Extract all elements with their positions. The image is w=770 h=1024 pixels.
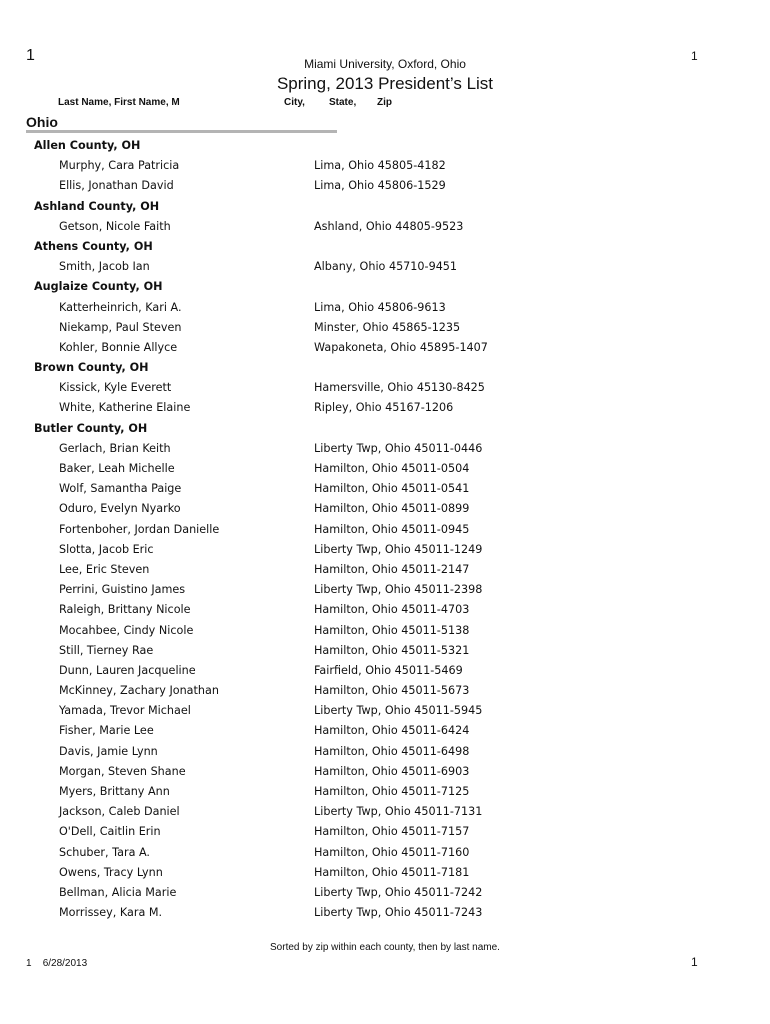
student-location: Hamilton, Ohio 45011-6424 — [314, 724, 470, 738]
student-row — [34, 176, 734, 196]
student-name: Jackson, Caleb Daniel — [59, 805, 180, 819]
student-location: Lima, Ohio 45806-1529 — [314, 179, 446, 193]
student-location: Liberty Twp, Ohio 45011-0446 — [314, 441, 483, 455]
student-name: Wolf, Samantha Paige — [59, 482, 182, 496]
column-header-state: State, — [329, 97, 357, 108]
student-row — [34, 641, 734, 661]
county-heading: Auglaize County, OH — [34, 280, 163, 294]
student-row — [34, 681, 734, 701]
student-name: Myers, Brittany Ann — [59, 785, 170, 798]
student-location: Fairfield, Ohio 45011-5469 — [314, 663, 463, 677]
student-location: Hamilton, Ohio 45011-0504 — [314, 462, 470, 475]
student-name: Lee, Eric Steven — [59, 562, 150, 576]
student-name: White, Katherine Elaine — [59, 401, 191, 415]
student-row — [34, 802, 734, 822]
student-row — [34, 378, 734, 398]
student-location: Liberty Twp, Ohio 45011-2398 — [314, 583, 483, 597]
student-row — [34, 782, 734, 802]
page-number-top-right: 1 — [691, 49, 698, 63]
student-location: Liberty Twp, Ohio 45011-7131 — [314, 805, 483, 819]
student-name: Schuber, Tara A. — [59, 845, 150, 859]
page-number-top-left: 1 — [26, 47, 35, 64]
student-name: Katterheinrich, Kari A. — [59, 300, 182, 314]
student-name: Kissick, Kyle Everett — [59, 381, 172, 395]
student-location: Hamilton, Ohio 45011-0899 — [314, 502, 470, 516]
sort-note: Sorted by zip within each county, then by last name. — [270, 942, 500, 953]
student-row — [34, 863, 734, 883]
student-row — [34, 257, 734, 277]
student-location: Wapakoneta, Ohio 45895-1407 — [314, 340, 488, 354]
student-name: Morrissey, Kara M. — [59, 906, 163, 920]
student-row — [34, 903, 734, 923]
student-location: Hamilton, Ohio 45011-7125 — [314, 785, 470, 798]
student-row — [34, 156, 734, 176]
student-row — [34, 398, 734, 418]
student-name: Owens, Tracy Lynn — [59, 865, 163, 879]
student-location: Hamersville, Ohio 45130-8425 — [314, 381, 485, 395]
student-name: Murphy, Cara Patricia — [59, 159, 180, 173]
student-row — [34, 762, 734, 782]
student-row — [34, 661, 734, 681]
column-header-zip: Zip — [377, 97, 392, 108]
student-name: Raleigh, Brittany Nicole — [59, 603, 191, 617]
student-row — [34, 721, 734, 741]
student-row — [34, 479, 734, 499]
student-row — [34, 843, 734, 863]
student-row — [34, 701, 734, 721]
county-heading: Butler County, OH — [34, 421, 148, 435]
student-row — [34, 499, 734, 519]
student-row — [34, 217, 734, 237]
student-name: Bellman, Alicia Marie — [59, 885, 177, 899]
column-header-city: City, — [284, 97, 305, 108]
student-name: Gerlach, Brian Keith — [59, 441, 171, 455]
page-title: Spring, 2013 President’s List — [276, 74, 494, 93]
student-name: Baker, Leah Michelle — [59, 462, 175, 475]
student-location: Hamilton, Ohio 45011-7160 — [314, 845, 470, 859]
student-name: Mocahbee, Cindy Nicole — [59, 623, 194, 637]
student-row — [34, 439, 734, 459]
student-location: Hamilton, Ohio 45011-4703 — [314, 603, 470, 617]
student-location: Ripley, Ohio 45167-1206 — [314, 401, 454, 415]
student-location: Hamilton, Ohio 45011-5673 — [314, 684, 470, 698]
student-name: Ellis, Jonathan David — [59, 179, 174, 193]
student-row — [34, 560, 734, 580]
student-location: Ashland, Ohio 44805-9523 — [314, 219, 464, 233]
student-row — [34, 742, 734, 762]
student-name: Morgan, Steven Shane — [59, 764, 186, 778]
student-location: Liberty Twp, Ohio 45011-7242 — [314, 885, 483, 899]
section-divider — [26, 130, 337, 133]
student-name: Smith, Jacob Ian — [59, 260, 150, 274]
county-heading: Allen County, OH — [34, 139, 141, 152]
footer-date-value: 6/28/2013 — [42, 958, 88, 969]
county-heading: Athens County, OH — [34, 239, 153, 253]
student-name: Yamada, Trevor Michael — [59, 704, 191, 718]
student-name: Davis, Jamie Lynn — [59, 744, 158, 758]
student-location: Hamilton, Ohio 45011-0541 — [314, 482, 470, 496]
student-listing — [34, 136, 734, 923]
student-row — [34, 822, 734, 842]
student-location: Hamilton, Ohio 45011-2147 — [314, 562, 470, 576]
student-name: Niekamp, Paul Steven — [59, 320, 182, 334]
student-location: Hamilton, Ohio 45011-7157 — [314, 825, 470, 839]
footer-page-number: 1 — [691, 955, 698, 969]
student-name: Oduro, Evelyn Nyarko — [59, 502, 181, 516]
student-name: McKinney, Zachary Jonathan — [59, 684, 219, 698]
student-row — [34, 338, 734, 358]
column-header-name: Last Name, First Name, M — [58, 97, 180, 108]
footer-date — [26, 958, 87, 969]
student-name: Dunn, Lauren Jacqueline — [59, 663, 196, 677]
student-location: Hamilton, Ohio 45011-5138 — [314, 623, 470, 637]
student-name: Getson, Nicole Faith — [59, 219, 171, 233]
student-row — [34, 520, 734, 540]
student-location: Hamilton, Ohio 45011-5321 — [314, 643, 470, 657]
institution-name: Miami University, Oxford, Ohio — [304, 57, 466, 71]
student-location: Hamilton, Ohio 45011-0945 — [314, 522, 470, 536]
student-location: Albany, Ohio 45710-9451 — [314, 260, 458, 274]
student-name: O'Dell, Caitlin Erin — [59, 825, 161, 839]
student-row — [34, 883, 734, 903]
county-heading: Ashland County, OH — [34, 199, 160, 213]
student-name: Fortenboher, Jordan Danielle — [59, 522, 220, 536]
student-location: Hamilton, Ohio 45011-7181 — [314, 865, 470, 879]
state-heading: Ohio — [26, 114, 58, 130]
student-location: Minster, Ohio 45865-1235 — [314, 320, 461, 334]
student-row — [34, 580, 734, 600]
student-row — [34, 540, 734, 560]
student-row — [34, 459, 734, 479]
student-location: Liberty Twp, Ohio 45011-1249 — [314, 542, 483, 556]
student-row — [34, 600, 734, 620]
student-name: Slotta, Jacob Eric — [59, 542, 154, 556]
student-location: Hamilton, Ohio 45011-6903 — [314, 764, 470, 778]
student-row — [34, 621, 734, 641]
student-location: Lima, Ohio 45805-4182 — [314, 159, 446, 173]
student-location: Hamilton, Ohio 45011-6498 — [314, 744, 470, 758]
student-name: Kohler, Bonnie Allyce — [59, 340, 178, 354]
student-location: Liberty Twp, Ohio 45011-5945 — [314, 704, 483, 718]
student-name: Fisher, Marie Lee — [59, 724, 154, 738]
footer-page-index: 1 — [26, 958, 32, 969]
student-location: Lima, Ohio 45806-9613 — [314, 300, 446, 314]
county-heading: Brown County, OH — [34, 361, 149, 375]
student-name: Perrini, Guistino James — [59, 583, 186, 597]
student-location: Liberty Twp, Ohio 45011-7243 — [314, 906, 483, 920]
student-row — [34, 298, 734, 318]
student-row — [34, 318, 734, 338]
student-name: Still, Tierney Rae — [59, 643, 154, 657]
